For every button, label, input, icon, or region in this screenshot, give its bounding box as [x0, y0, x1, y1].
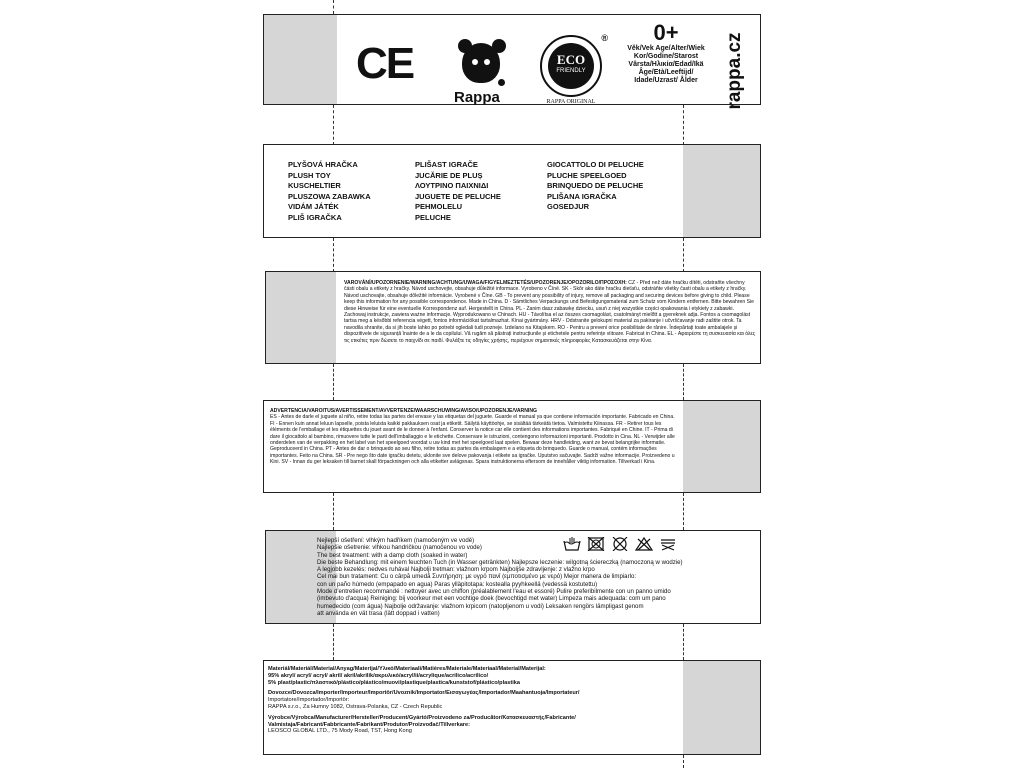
product-name: PLIŠAST IGRAČE [415, 160, 478, 169]
age-marking [625, 21, 707, 85]
product-name: PELUCHE [415, 212, 451, 222]
cut-guide [683, 493, 684, 530]
product-name: PLUSZOWA ZABAWKA [288, 191, 371, 201]
cut-guide [683, 755, 684, 768]
bear-eye-icon [484, 59, 490, 65]
product-name: JUCĂRIE DE PLUȘ [415, 170, 483, 180]
cut-guide [333, 238, 334, 272]
product-name: PEHMOLELU [415, 202, 463, 211]
care-label [265, 530, 761, 624]
care-line: Cel mai bun tratament: Cu o cârpă umedă Συντήρηση: με υγρό πανί (εμποτισμένο με νερό) Mejor manera de limpiarlo: [317, 573, 637, 581]
material-line: 95% akryl/ acryl/ acryl/ akril/ akril/akrilik/ακρυλικό/acryl/ii/acrylique/acrilico/acrilico/ [268, 672, 489, 679]
rappa-wordmark: Rappa [454, 89, 500, 106]
names-column-1 [288, 160, 371, 223]
cut-guide [333, 493, 334, 530]
material-heading: Materiál/Materiál/Material/Anyag/Materijal/Υλικό/Materiaali/Matières/Materiale/Materiaal/Material/Materijal: [268, 666, 546, 672]
blank-tab [683, 401, 760, 492]
blank-tab [683, 661, 760, 754]
hand-wash-icon [563, 537, 581, 551]
product-name: KUSCHELTIER [288, 181, 341, 190]
cut-guide [683, 364, 684, 400]
product-name: PLUSH TOY [288, 170, 331, 180]
bear-ear-icon [458, 39, 472, 53]
cut-guide [683, 238, 684, 272]
warning-heading: ADVERTENCIA/VAROITUS/AVERTISSEMENT/AVVERTENZE/WAARSCHUWING/AVISO/UPOZORENJE/VARNING [270, 408, 537, 414]
product-name: PLUCHE SPEELGOED [547, 170, 627, 180]
age-value: 0+ [653, 20, 679, 45]
manufacturer-address: LEOSCO GLOBAL LTD., 75 Mody Road, TST, Hong Kong [268, 728, 412, 735]
care-line: (imbevuto d'acqua) Reiniging: bij voorkeur met een vochtige doek (bevochtigd met water) Limpeza mais adequada: com um pano [317, 595, 666, 603]
eco-text: ECO [556, 52, 586, 67]
blank-tab [264, 15, 337, 104]
manufacturer-heading: Výrobce/Výrobca/Manufacturer/Hersteller/Producent/Gyártó/Proizvodeno za/Producător/Κατασκευαστής/Fabricante/ [268, 714, 576, 721]
importer-heading: Dovozce/Dovozca/Importer/Importeur/Importör/Uvoznik/Importator/Εισαγωγέας/Importador/Maahantuoja/Importateur/ [268, 690, 580, 697]
age-labels: Věk/Vek Age/Alter/Wiek Kor/Godine/Starost Vârsta/Ηλικία/Edad/Ikä Âge/Età/Leeftijd/ Idade/Uzrast/ Ålder [627, 45, 705, 84]
warning-body: ES - Antes de darle el juguete al niño, retire todas las partes del envase y las etiquetas del juguete. Guarde el manual ya que contiene información importante. Fabricado en China. FI - Ennen kuin annat leluun lapselle, poista leluista kaikki pakkauksen osat ja etiketit. Säilytä käyttöohje, se sisältää tärkeätä tietoa. Valmistettu Kiinassa. FR - Retirer tous les éléments de l'emballage et les étiquettes du jouet avant de le donner à l'enfant. Conserver la notice car elle contient des informations importantes. Fabriqué en Chine. IT - Prima di dare il giocattolo al bambino, rimuovere tutte le parti dell'imballaggio e le etichette. Conservare le istruzioni, contengono informazioni importanti. Prodotto in Cina. NL - Verwijder alle onderdelen van de verpakking en het label van het speelgoed voordat u uw kind met het speelgoed laat spelen. Bewaar deze handleiding, want ze bevat belangrijke informatie. Geproduceerd in China. PT - Antes de dar o brinquedo ao seu filho, retire todas as partes da embalagem e a etiqueta do brinquedo. Guarde o manual, contém informações importantes. Feito na China. SR - Pre nego što date igračku detetu, uklonite sve delove pakovanja i etikete sa igračke. Uputstvo sačuvajte. Sadrži važne informacije. Proizvedeno u Kini. SV - Innan du ger leksaken till barnet skall förpackningen och alla etiketter avlägsnas. Spara instruktionerna eftersom de innehåller viktig information. Tillverkad i Kina. [270, 414, 675, 466]
care-line: Die beste Behandlung: mit einem feuchten Tuch (in Wasser getränkten) Najlepsze leczenie: wilgotną ściereczką (namoczoną w wodzie) [317, 558, 683, 566]
blank-tab [266, 272, 336, 363]
care-line: Najlepšie ošetrenie: vlhkou handričkou (namočenou vo vode) [317, 544, 482, 552]
ce-mark: CE [356, 39, 414, 88]
importer-address: RAPPA s.r.o., Za Humny 1082, Ostrava-Polanka, CZ - Czech Republic [268, 703, 443, 710]
care-line: The best treatment: with a damp cloth (soaked in water) [317, 551, 468, 559]
warning-heading: VAROVÁNÍ/UPOZORNENIE/WARNING/ACHTUNG/UWAGA/FIGYELMEZTETÉS/UPOZORENJE/OPOZORILO/ΠΡΟΣΟΧΗ: [344, 280, 627, 286]
names-column-2 [415, 160, 501, 223]
names-column-3 [547, 160, 644, 213]
logo-dot [498, 79, 505, 86]
care-line: con un paño húmedo (empapado en agua) Paras ylläpitotapa: kostealla pyyhkeellä (vedessä kostutettu) [317, 580, 598, 588]
logo-label [263, 14, 761, 110]
material-line: 5% plast/plastic/πλαστικό/plástico/plástico/muovi/plastique/plastica/kunststof/plástico/plastika [268, 679, 521, 686]
warning-label-1 [265, 271, 761, 364]
warning-text [270, 408, 680, 466]
product-name: ΛΟΥΤΡΙΝΟ ΠΑΙΧΝΙΔΙ [415, 181, 489, 190]
product-name: VIDÁM JÁTÉK [288, 202, 339, 211]
no-tumble-dry-icon [611, 537, 629, 551]
bear-ear-icon [492, 39, 506, 53]
warning-text [344, 280, 756, 344]
care-line: humedecido (com água) Najbolje održavanje: vlažnom krpicom (natopljenom u vodi) Leksaken rengörs lämpligast genom [317, 602, 644, 610]
product-name: GIOCATTOLO DI PELUCHE [547, 160, 644, 169]
manufacturer-heading: Valmistaja/Fabricant/Fabbricante/Fabrikant/Produtor/Proizvođač/Tillverkare: [268, 721, 470, 728]
product-name-label [263, 144, 761, 238]
cut-guide [683, 105, 684, 145]
cut-guide [333, 0, 334, 14]
product-name: GOSEDJUR [547, 202, 590, 211]
eco-friendly-badge [540, 33, 608, 105]
product-name: PLYŠOVÁ HRAČKA [288, 160, 358, 169]
cut-guide [683, 624, 684, 660]
warning-body: CZ - Před než dáte hračku dítěti, odstraňte všechny části obalu a etikety z hračky. Návod uschovejte, obsahuje důležité informace. Vyrobeno v Číně. SK - Skôr ako dáte hračku dieťaťu, odstráňte všetky časti obalu a etikety z hračky. Návod uschovajte, obsahuje dôležité informácie. Vyrobené v Číne. GB - To prevent any possibility of injury, remove all packaging and securing devices before giving to child. Please keep this information for any possible correspondence. Made in China. D - Sämtliches Verpackungs und Befestigungsmaterial zum Schutz vom Kindern entfernen. Bitte bewahren Sie diese Hinweise für eine eventuelle Korrespondenz auf. Hergestellt in China. PL - Zanim dasz zabawkę dziecku, usuń z niej wszystkie części opakowania i etykiety z zabawki. Zachowaj instrukcje, zawiera ważne informacje. Wyprodukowano w Chinach. HU - Távolítsa el az összes csomagolást, csatolmányt mielőtt a gyereknek adja. Fontos a csomagolást tartsa meg a későbbi referencia végett, fontos információkat tartalmazhat. Kínai gyártmány. HRV - Odstranite gelokupni material za pakiranje i učvršćavanje radi zaštite otrok. Ta navodila shranite, da si jih boste lahko po potrebi ogledali tudi pozneje. Izdelano na Kitajskem. RO - Pentru a preveni orice posibilitate de rănire. Îndepărtați toate ambalajele și dispozitivele de siguranță înainte de a le da copilului. Vă rugăm să păstrați instrucțiunile și etichetele pentru referințe viitoare. Fabricat in China. EL - Αφαιρέστε τη συσκευασία και όλες τις ετικέτες πριν δώσετε το παιχνίδι σε παιδί. Φυλάξτε τις οδηγίες χρήσης, περιέχουν σημαντικές πληροφορίες Κατασκευάζεται στην Κίνα. [344, 280, 756, 344]
product-name: BRINQUEDO DE PELUCHE [547, 181, 644, 190]
care-symbols [563, 537, 677, 551]
material-label [263, 660, 761, 755]
importer-heading: Importatore/Importador/Importör: [268, 697, 350, 704]
brand-vertical: rappa.cz [724, 32, 745, 110]
care-text [317, 537, 757, 617]
care-line: Nejlepší ošetření: vlhkým hadříkem (namočeným ve vodě) [317, 537, 475, 544]
care-line: Mode d'entretien recommandé : nettoyer avec un chiffon (préalablement l'eau et essoré) Pulire preferibilmente con un panno umido [317, 588, 671, 596]
bear-eye-icon [472, 59, 478, 65]
cut-guide [333, 364, 334, 400]
product-name: PLIŠANA IGRAČKA [547, 191, 617, 201]
material-text [268, 666, 682, 739]
care-line: att använda en vät trasa (lätt doppad i vatten) [317, 609, 440, 617]
product-name: PLIŠ IGRAČKA [288, 212, 342, 222]
cut-guide [333, 624, 334, 660]
care-line: A legjobb kezelés: nedves ruhával Najbolji tretman: vlažnom krpom Najboljše zdravljenje: z vlažno krpo [317, 566, 595, 574]
no-dry-clean-icon [659, 537, 677, 551]
friendly-text: FRIENDLY [556, 68, 586, 74]
cut-guide [333, 105, 334, 145]
registered-mark: ® [601, 33, 608, 43]
no-iron-icon [635, 537, 653, 551]
blank-tab [683, 145, 760, 237]
warning-label-2 [263, 400, 761, 493]
no-bleach-icon [587, 537, 605, 551]
rappa-logo [454, 35, 512, 107]
product-name: JUGUETE DE PELUCHE [415, 191, 501, 201]
rappa-original-text: RAPPA ORIGINAL [546, 99, 596, 105]
